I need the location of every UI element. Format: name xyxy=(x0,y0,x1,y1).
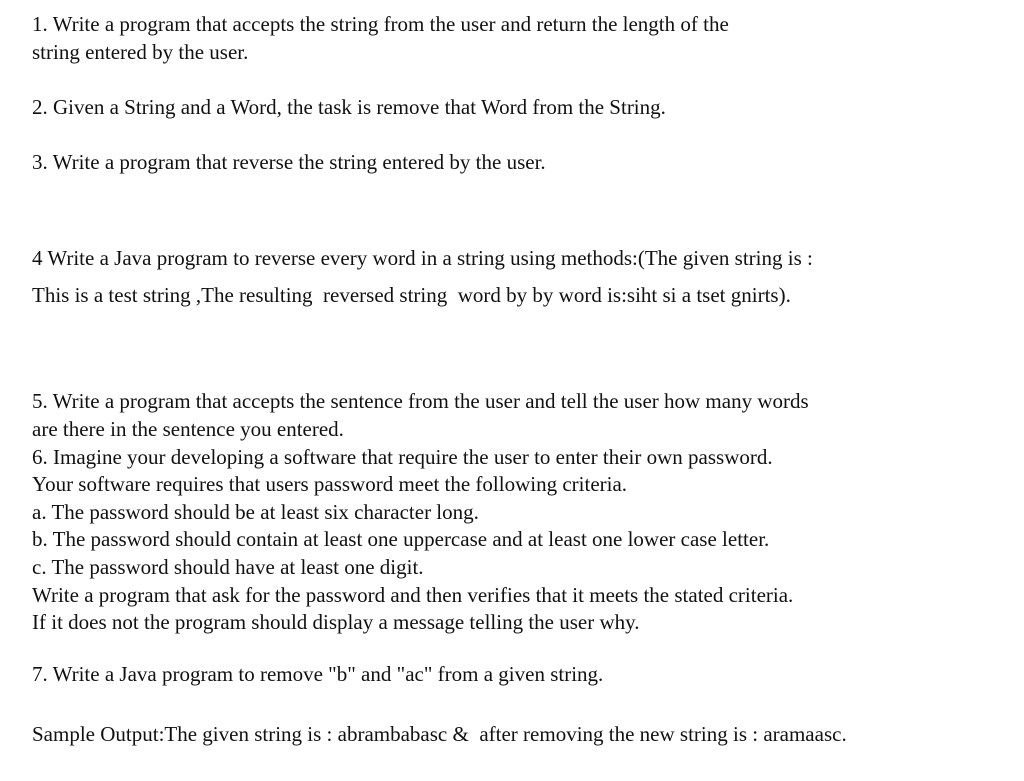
criteria-c: c. The password should have at least one digit. xyxy=(32,555,424,579)
question-1-line-2: string entered by the user. xyxy=(32,40,249,64)
question-6-line-1: 6. Imagine your developing a software that require the user to enter their own password. xyxy=(32,445,773,469)
question-6-line-6: Write a program that ask for the password and then verifies that it meets the stated criteria. xyxy=(32,583,794,607)
question-6-line-7: If it does not the program should display a message telling the user why. xyxy=(32,610,640,634)
criteria-a: a. The password should be at least six character long. xyxy=(32,500,479,524)
question-1-line-1: 1. Write a program that accepts the string from the user and return the length of the xyxy=(32,12,729,36)
question-4-line-2: This is a test string ,The resulting reversed string word by by word is:siht si a tset gnirts). xyxy=(32,283,791,307)
criteria-b: b. The password should contain at least one uppercase and at least one lower case letter. xyxy=(32,527,770,551)
question-2: 2. Given a String and a Word, the task is remove that Word from the String. xyxy=(32,95,666,119)
question-6-line-2: Your software requires that users password meet the following criteria. xyxy=(32,472,628,496)
question-5-line-1: 5. Write a program that accepts the sentence from the user and tell the user how many words xyxy=(32,389,809,413)
question-4-line-1: 4 Write a Java program to reverse every word in a string using methods:(The given string is : xyxy=(32,246,813,270)
question-3: 3. Write a program that reverse the string entered by the user. xyxy=(32,150,546,174)
question-7: 7. Write a Java program to remove "b" and "ac" from a given string. xyxy=(32,662,604,686)
question-5-line-2: are there in the sentence you entered. xyxy=(32,417,344,441)
sample-output: Sample Output:The given string is : abrambabasc & after removing the new string is : aramaasc. xyxy=(32,722,847,746)
